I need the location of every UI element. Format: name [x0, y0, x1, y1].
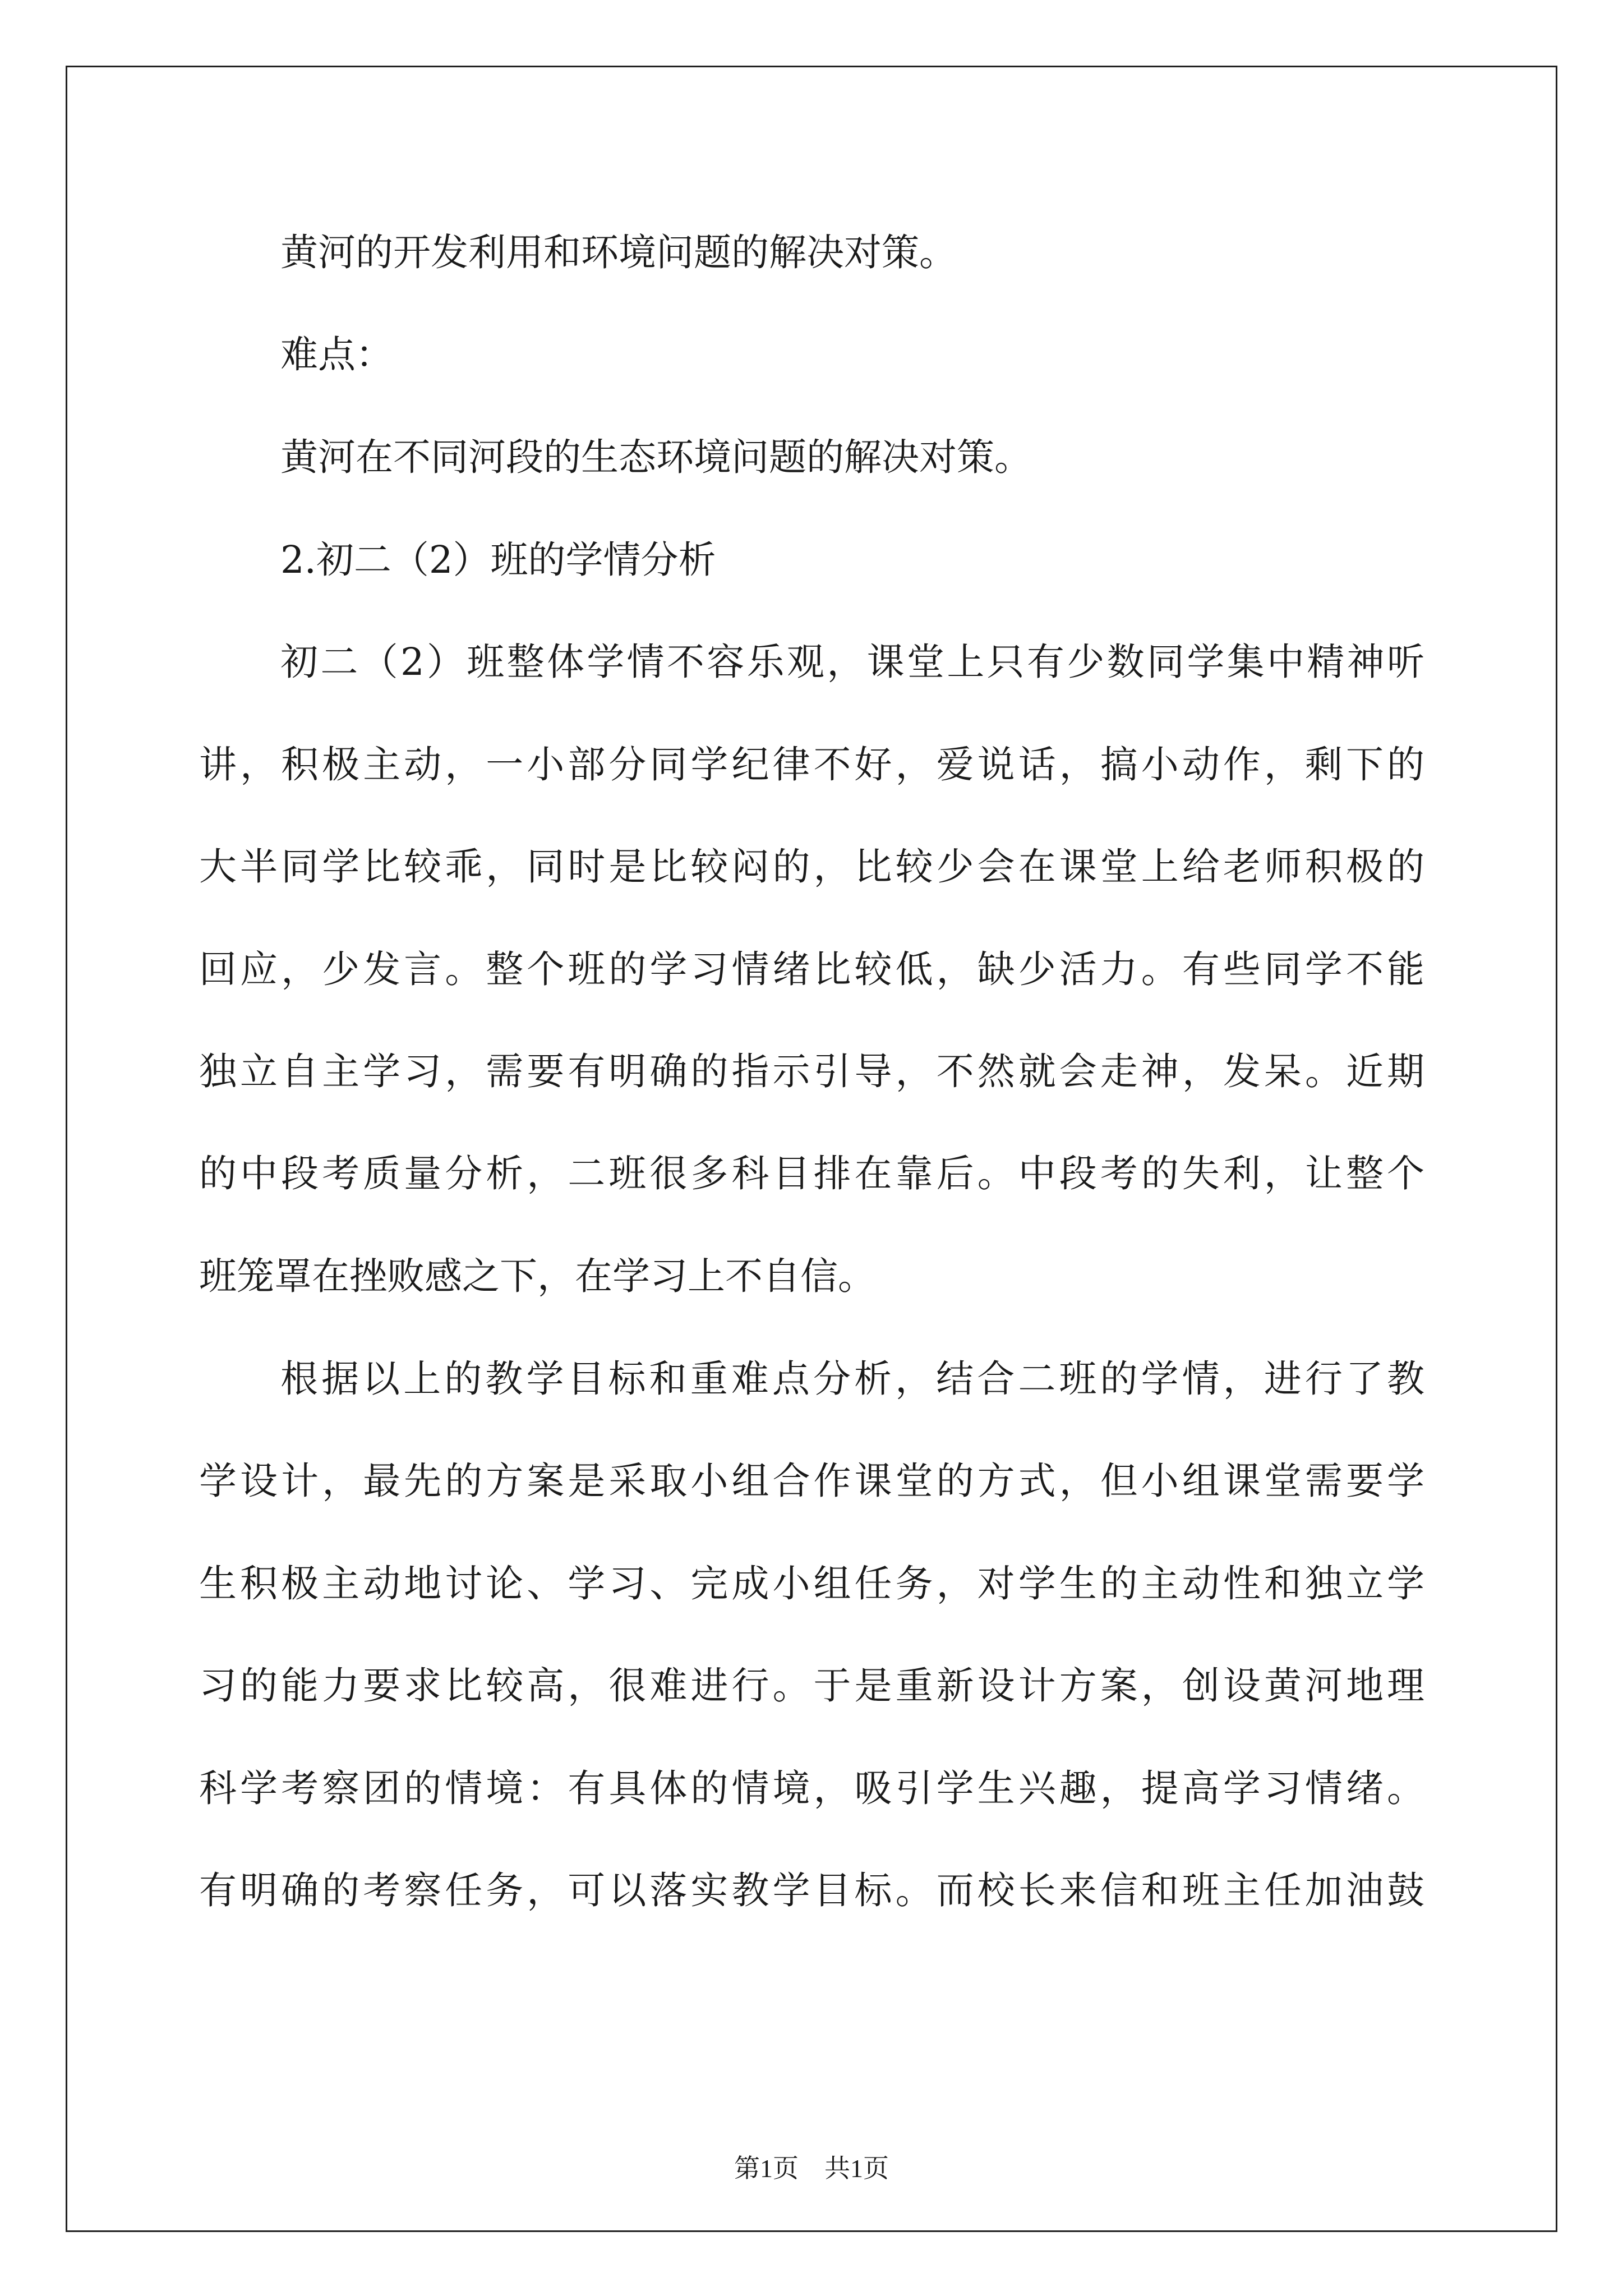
page-number: 第1页 共1页: [734, 2154, 889, 2183]
text-line: 难点：: [280, 333, 393, 376]
text-line: 生积极主动地讨论、学习、完成小组任务，对学生的主动性和独立学: [199, 1562, 1424, 1605]
section-heading: 2.初二（2）班的学情分析: [280, 538, 716, 582]
text-line: 学设计，最先的方案是采取小组合作课堂的方式，但小组课堂需要学: [199, 1459, 1424, 1503]
text-line: 黄河的开发利用和环境问题的解决对策。: [280, 231, 957, 274]
text-line: 根据以上的教学目标和重难点分析，结合二班的学情，进行了教: [280, 1357, 1424, 1401]
text-line: 讲，积极主动，一小部分同学纪律不好，爱说话，搞小动作，剩下的: [199, 743, 1424, 786]
text-line: 回应，少发言。整个班的学习情绪比较低，缺少活力。有些同学不能: [199, 947, 1424, 991]
text-line: 初二（2）班整体学情不容乐观，课堂上只有少数同学集中精神听: [280, 640, 1424, 684]
text-line: 的中段考质量分析，二班很多科目排在靠后。中段考的失利，让整个: [199, 1152, 1424, 1195]
text-line: 班笼罩在挫败感之下，在学习上不自信。: [199, 1254, 875, 1298]
text-line: 习的能力要求比较高，很难进行。于是重新设计方案，创设黄河地理: [199, 1664, 1424, 1708]
text-line: 独立自主学习，需要有明确的指示引导，不然就会走神，发呆。近期: [199, 1050, 1424, 1093]
text-line: 科学考察团的情境：有具体的情境，吸引学生兴趣，提高学习情绪。: [199, 1766, 1424, 1810]
text-line: 有明确的考察任务，可以落实教学目标。而校长来信和班主任加油鼓: [199, 1869, 1424, 1912]
text-line: 大半同学比较乖，同时是比较闷的，比较少会在课堂上给老师积极的: [199, 845, 1424, 889]
text-line: 黄河在不同河段的生态环境问题的解决对策。: [280, 435, 1032, 479]
